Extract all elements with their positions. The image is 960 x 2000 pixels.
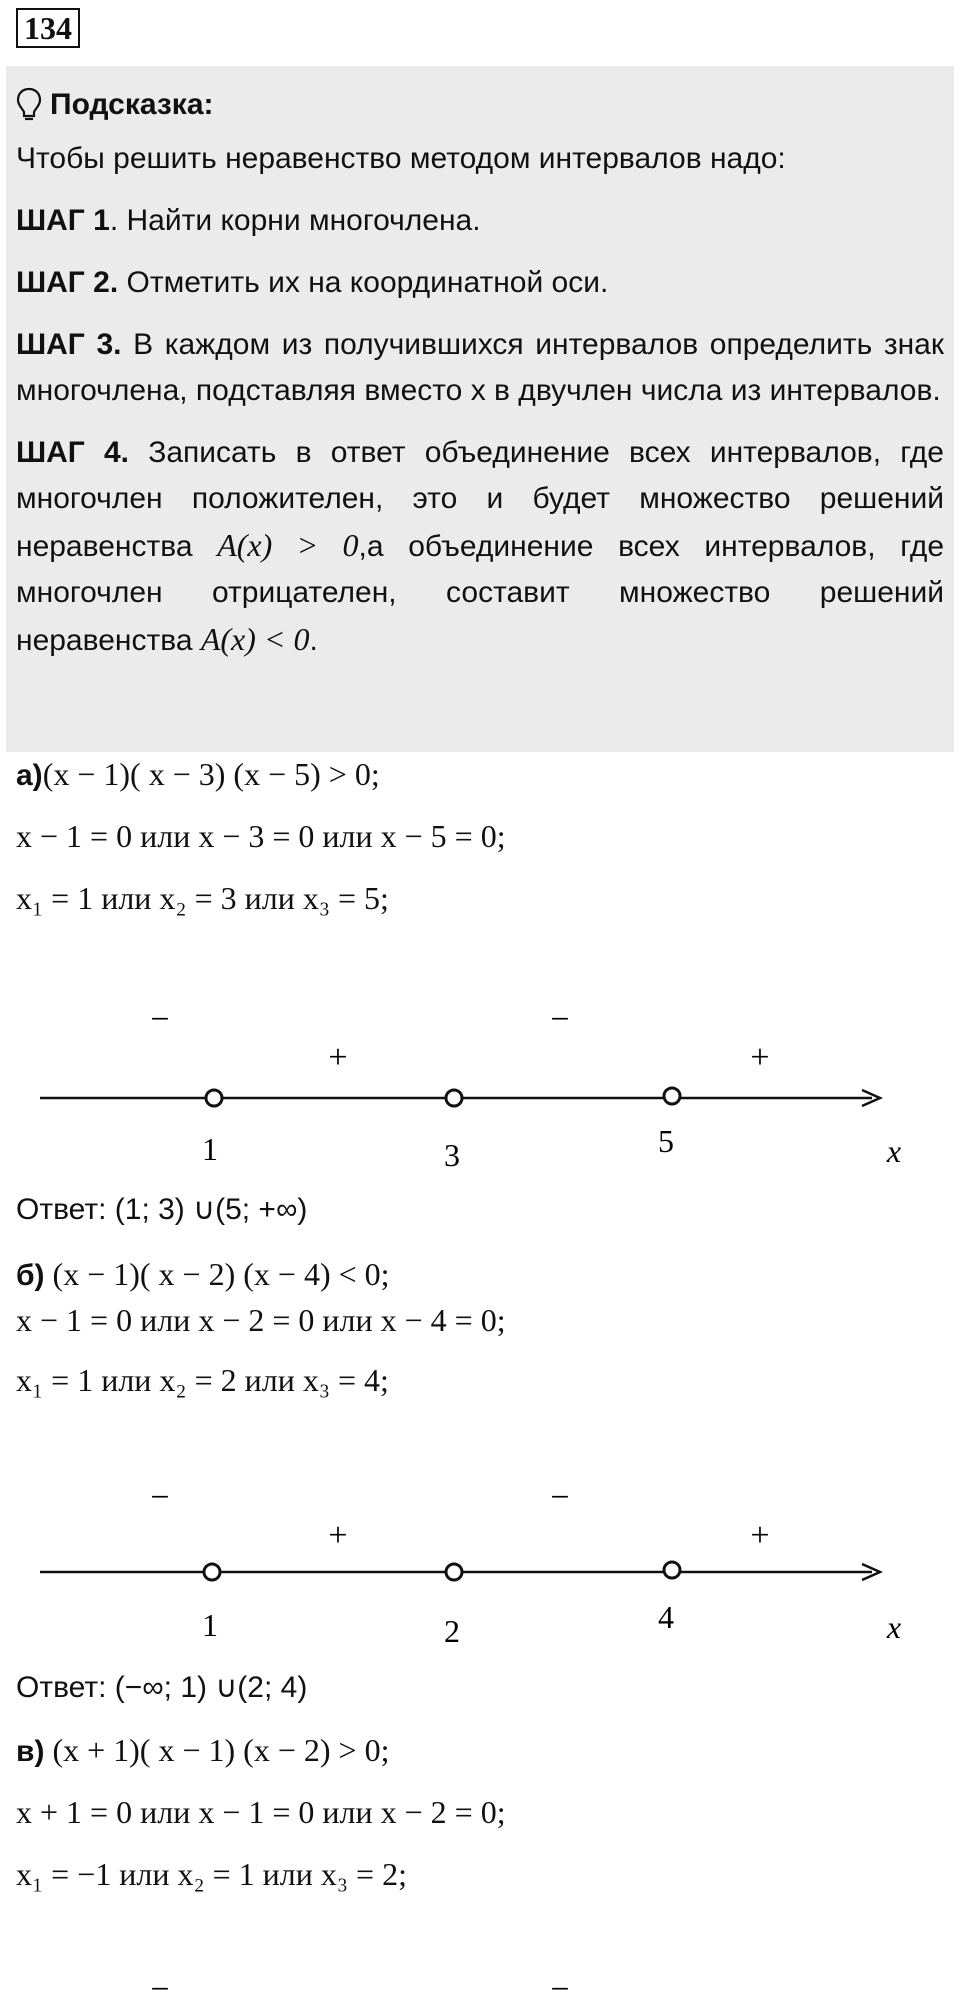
part-c-roots: x₁ = −1 или x₂ = 1 или x₃ = 2; [16, 1856, 407, 1892]
part-b-point-2 [446, 1564, 462, 1580]
part-b-label: б) [16, 1259, 45, 1292]
step-4-text-1: Записать в ответ объединение всех интервалов, где многочлен положителен, это и будет множество решений неравенства [16, 436, 944, 563]
part-a-label: а) [16, 759, 43, 792]
part-a-roots: x₁ = 1 или x₂ = 3 или x₃ = 5; [16, 880, 389, 916]
part-a-sign-1: − [150, 1001, 170, 1038]
part-b-sign-1: − [150, 1479, 170, 1516]
step-2 [16, 260, 944, 306]
part-c-label: в) [16, 1735, 45, 1768]
part-b-point-3 [664, 1562, 680, 1578]
part-a-axis-var: x [886, 1133, 902, 1169]
part-a-point-label-3: 5 [658, 1123, 674, 1159]
part-c-inequality-text: (x + 1)( x − 1) (x − 2) > 0; [44, 1732, 390, 1768]
part-b-point-label-1: 1 [202, 1607, 218, 1643]
hint-box [6, 66, 954, 752]
step-4-text-2: ,а объединение всех интервалов, где многочлен отрицателен, составит множество решений неравенства [16, 530, 945, 657]
step-1-text: . Найти корни многочлена. [109, 204, 481, 237]
problem-number: 134 [16, 8, 80, 48]
part-b-sign-2: + [328, 1517, 348, 1554]
step-2-label: ШАГ 2. [16, 266, 119, 299]
part-a-inequality-text: (x − 1)( x − 3) (x − 5) > 0; [42, 756, 380, 792]
part-a-point-2 [446, 1090, 462, 1106]
step-1 [16, 198, 944, 244]
part-a-sign-3: − [550, 1001, 570, 1038]
part-b-point-label-3: 4 [658, 1599, 674, 1635]
step-2-text: Отметить их на координатной оси. [118, 266, 609, 299]
step-1-label: ШАГ 1 [16, 204, 110, 237]
part-a-sign-2: + [328, 1039, 348, 1076]
part-b-inequality-text: (x − 1)( x − 2) (x − 4) < 0; [44, 1256, 390, 1292]
hint-title: Подсказка: [50, 88, 214, 121]
step-3-label: ШАГ 3. [16, 328, 122, 361]
hint-header [16, 74, 944, 136]
part-b-answer: Ответ: (−∞; 1) ∪(2; 4) [16, 1671, 308, 1704]
part-b-point-label-2: 2 [444, 1613, 460, 1649]
step-3 [16, 322, 944, 414]
lightbulb-icon [16, 87, 42, 123]
part-a-point-1 [206, 1090, 222, 1106]
part-a-equation: x − 1 = 0 или x − 3 = 0 или x − 5 = 0; [16, 818, 506, 854]
step-4-label: ШАГ 4. [16, 436, 130, 469]
step-3-text: В каждом из получившихся интервалов определить знак многочлена, подставляя вместо x в двучлен числа из интервалов. [16, 328, 944, 407]
part-a-sign-4: + [750, 1039, 770, 1076]
part-a-inequality [16, 756, 380, 793]
step-4-math-1: A(x) > 0 [217, 527, 359, 563]
step-4-math-2: A(x) < 0 [200, 621, 310, 657]
part-b-sign-3: − [550, 1479, 570, 1516]
part-b-number-line [0, 1478, 960, 1658]
step-4 [16, 430, 944, 664]
part-b-axis-var: x [886, 1609, 902, 1645]
part-c-number-line [0, 1968, 960, 2000]
part-a-answer: Ответ: (1; 3) ∪(5; +∞) [16, 1193, 308, 1226]
part-a-number-line [0, 1000, 960, 1180]
part-b-roots: x₁ = 1 или x₂ = 2 или x₃ = 4; [16, 1362, 389, 1398]
part-c-equation: x + 1 = 0 или x − 1 = 0 или x − 2 = 0; [16, 1794, 506, 1830]
part-a-point-3 [664, 1088, 680, 1104]
part-a-point-label-1: 1 [202, 1131, 218, 1167]
part-c-sign-3: − [550, 1971, 570, 2000]
part-b-equation: x − 1 = 0 или x − 2 = 0 или x − 4 = 0; [16, 1302, 506, 1338]
step-4-text-3: . [309, 624, 318, 657]
part-a-point-label-2: 3 [444, 1137, 460, 1173]
part-c-inequality [16, 1732, 389, 1769]
part-b-inequality [16, 1256, 390, 1293]
part-b-sign-4: + [750, 1517, 770, 1554]
part-c-sign-1: − [150, 1971, 170, 2000]
part-b-point-1 [204, 1564, 220, 1580]
hint-intro: Чтобы решить неравенство методом интервалов надо: [16, 142, 786, 175]
